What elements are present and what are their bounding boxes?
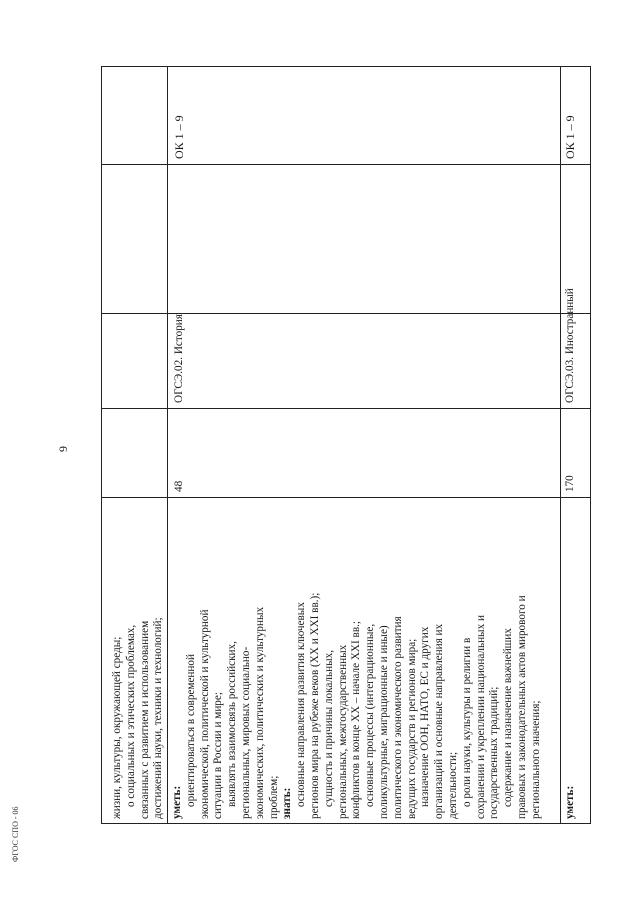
- text-line: жизни, культуры, окружающей среды;: [111, 636, 123, 819]
- text-line: регионов мира на рубеже веков (XX и XXI вв.);: [308, 592, 321, 819]
- text-line: поликультурные, миграционные и иные): [377, 625, 390, 819]
- row3-codes: ОК 1 – 9: [563, 115, 577, 159]
- column-separator-max: [101, 497, 591, 498]
- text-line: сущность и причины локальных,: [322, 650, 335, 807]
- text-line: деятельности;: [446, 751, 459, 819]
- text-line: региональных, мировых социально-: [239, 646, 252, 819]
- text-line: основные направления развития ключевых: [295, 602, 308, 807]
- table-border-bottom: [101, 823, 591, 824]
- text-line: о роли науки, культуры и религии в: [460, 637, 473, 807]
- table-border-right: [590, 66, 591, 824]
- column-separator-codes: [101, 164, 591, 165]
- text-line: достижений науки, техники и технологий;: [152, 617, 165, 819]
- text-line: ведущих государств и регионов мира;: [405, 638, 418, 819]
- text-line: назначение ООН, НАТО, ЕС и других: [419, 626, 432, 807]
- text-line: проблем;: [267, 775, 280, 819]
- text-line: выявлять взаимосвязь российских,: [226, 641, 239, 807]
- text-line: государственных традиций;: [488, 686, 501, 819]
- text-line: экономических, политических и культурных: [253, 606, 266, 819]
- row3-competencies: уметь:: [564, 785, 576, 819]
- column-separator-hours: [101, 408, 591, 409]
- text-line: региональных, межгосударственных: [336, 644, 349, 819]
- row2-hours: 48: [173, 480, 185, 492]
- row2-competencies: [171, 593, 544, 819]
- text-line: политического и экономического развития: [391, 616, 404, 819]
- table-border-top: [101, 66, 591, 67]
- footer-code: ФГОС СПО - 06: [11, 806, 20, 862]
- page-number: 9: [56, 446, 70, 452]
- row2-codes: ОК 1 – 9: [172, 115, 186, 159]
- text-line: регионального значения;: [529, 700, 542, 819]
- competency-table: [101, 66, 591, 824]
- text-line: ситуации в России и мире;: [212, 692, 225, 819]
- row3-discipline: ОГСЭ.03. Иностранный: [564, 288, 576, 403]
- text-line: экономической, политической и культурной: [198, 609, 211, 819]
- text-line: знать:: [281, 787, 294, 819]
- text-line: ориентироваться в современной: [184, 654, 197, 807]
- text-line: организаций и основные направления их: [433, 623, 446, 819]
- text-line: о социальных и этических проблемах,: [124, 624, 137, 807]
- text-line: связанных с развитием и использованием: [138, 620, 151, 819]
- row1-competencies: [111, 617, 166, 819]
- text-line: правовых и законодательных актов мирового и: [515, 595, 528, 819]
- text-line: уметь:: [171, 785, 183, 819]
- row-separator-2: [560, 66, 561, 824]
- table-border-left: [101, 66, 102, 824]
- row-separator-1: [167, 66, 168, 824]
- text-line: сохранении и укреплении национальных и: [474, 615, 487, 819]
- row2-discipline: ОГСЭ.02. История: [173, 314, 185, 403]
- text-line: содержание и назначение важнейших: [502, 628, 515, 807]
- text-line: конфликтов в конце XX – начале XXI вв.;: [350, 620, 363, 819]
- text-line: основные процессы (интеграционные,: [364, 623, 377, 807]
- row3-hours: 170: [564, 475, 576, 492]
